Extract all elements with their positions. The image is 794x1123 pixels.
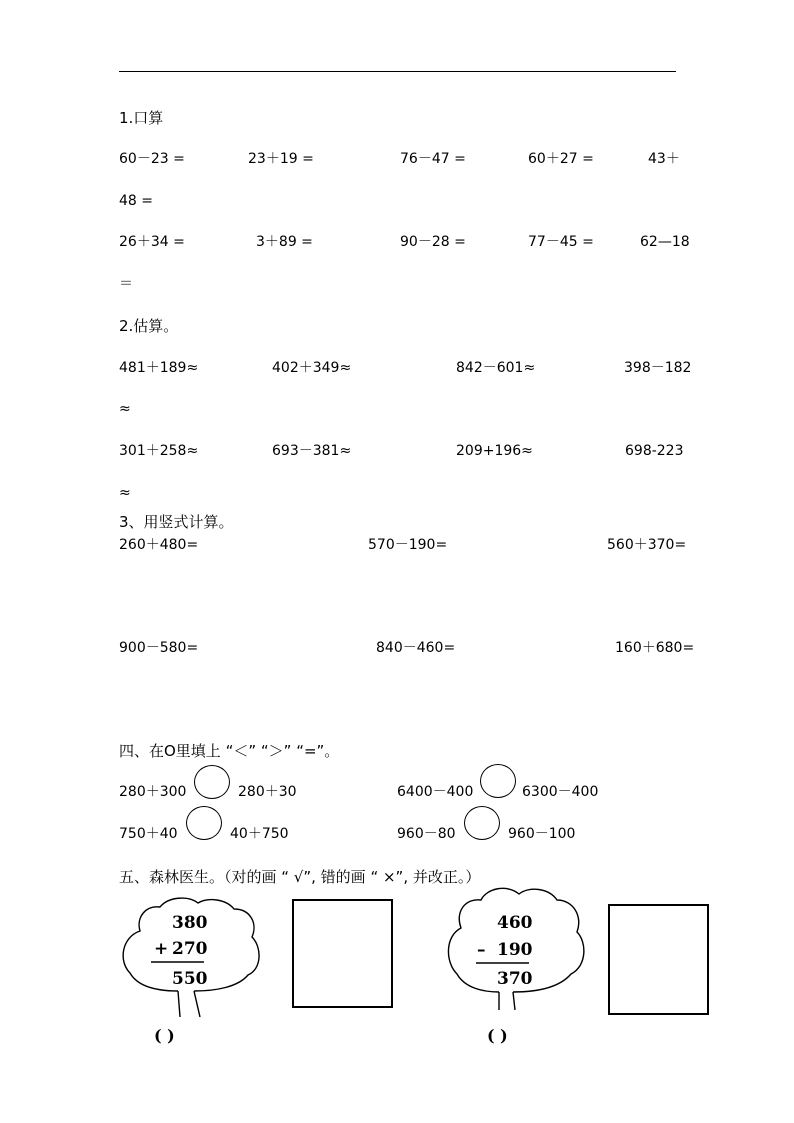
estimate-problem-wrap: ≈ [119,401,131,417]
tree-problem-1 [116,895,266,1055]
estimate-problem: 698-223 [625,443,684,459]
section-4-title: 四、在O里填上 “＜” “＞” “=”。 [119,742,340,760]
compare-circle[interactable] [186,806,222,840]
compare-right: 6300－400 [522,784,599,800]
oral-problem-wrap: ＝ [119,276,133,292]
oral-problem: 62—18 [640,234,690,250]
estimate-problem: 209+196≈ [456,443,533,459]
operator: + [154,939,169,959]
estimate-problem: 693－381≈ [272,443,352,459]
estimate-problem: 402＋349≈ [272,360,352,376]
estimate-problem: 842－601≈ [456,360,536,376]
oral-problem: 26＋34 = [119,234,185,250]
oral-problem: 23＋19 = [248,151,314,167]
correction-box[interactable] [292,899,393,1008]
operator: – [477,940,486,960]
compare-circle[interactable] [464,806,500,840]
addend-top: 380 [172,913,208,933]
vertical-calc-problem: 260＋480= [119,537,199,553]
compare-left: 280＋300 [119,784,187,800]
header-rule [119,71,676,72]
vertical-calc-problem: 900－580= [119,640,199,656]
oral-problem: 76－47 = [400,151,466,167]
oral-problem: 77－45 = [528,234,594,250]
compare-circle[interactable] [480,764,516,798]
estimate-problem: 301＋258≈ [119,443,199,459]
section-3-title: 3、用竖式计算。 [119,513,234,531]
estimate-problem: 481＋189≈ [119,360,199,376]
vertical-calc-problem: 160＋680= [615,640,695,656]
compare-circle[interactable] [194,765,230,799]
section-5-title: 五、森林医生。（对的画 “ √”, 错的画 “ ×”, 并改正。） [119,868,481,886]
tree-trunk [178,991,200,1017]
tree-problem-2 [441,884,591,1049]
correction-box[interactable] [608,904,709,1015]
minuend: 460 [497,913,533,933]
compare-right: 40＋750 [230,826,289,842]
result: 550 [172,969,208,989]
addend-bottom: 270 [172,939,208,959]
section-1-title: 1.口算 [119,109,164,127]
check-parentheses[interactable]: ( ) [154,1026,175,1045]
oral-problem-wrap: 48 = [119,193,153,209]
vertical-calc-problem: 560＋370= [607,537,687,553]
compare-left: 750＋40 [119,826,178,842]
section-2-title: 2.估算。 [119,317,179,335]
estimate-problem: 398－182 [624,360,692,376]
oral-problem: 60＋27 = [528,151,594,167]
oral-problem: 90－28 = [400,234,466,250]
oral-problem: 60－23 = [119,151,185,167]
oral-problem: 3＋89 = [256,234,313,250]
compare-left: 6400－400 [397,784,474,800]
vertical-calc-problem: 570－190= [368,537,448,553]
compare-right: 960－100 [508,826,576,842]
oral-problem: 43＋ [648,151,680,167]
tree-trunk [499,992,515,1010]
vertical-calc-problem: 840－460= [376,640,456,656]
result: 370 [497,969,533,989]
subtrahend: 190 [497,940,533,960]
compare-left: 960－80 [397,826,456,842]
estimate-problem-wrap: ≈ [119,485,131,501]
check-parentheses[interactable]: ( ) [487,1026,508,1045]
compare-right: 280＋30 [238,784,297,800]
